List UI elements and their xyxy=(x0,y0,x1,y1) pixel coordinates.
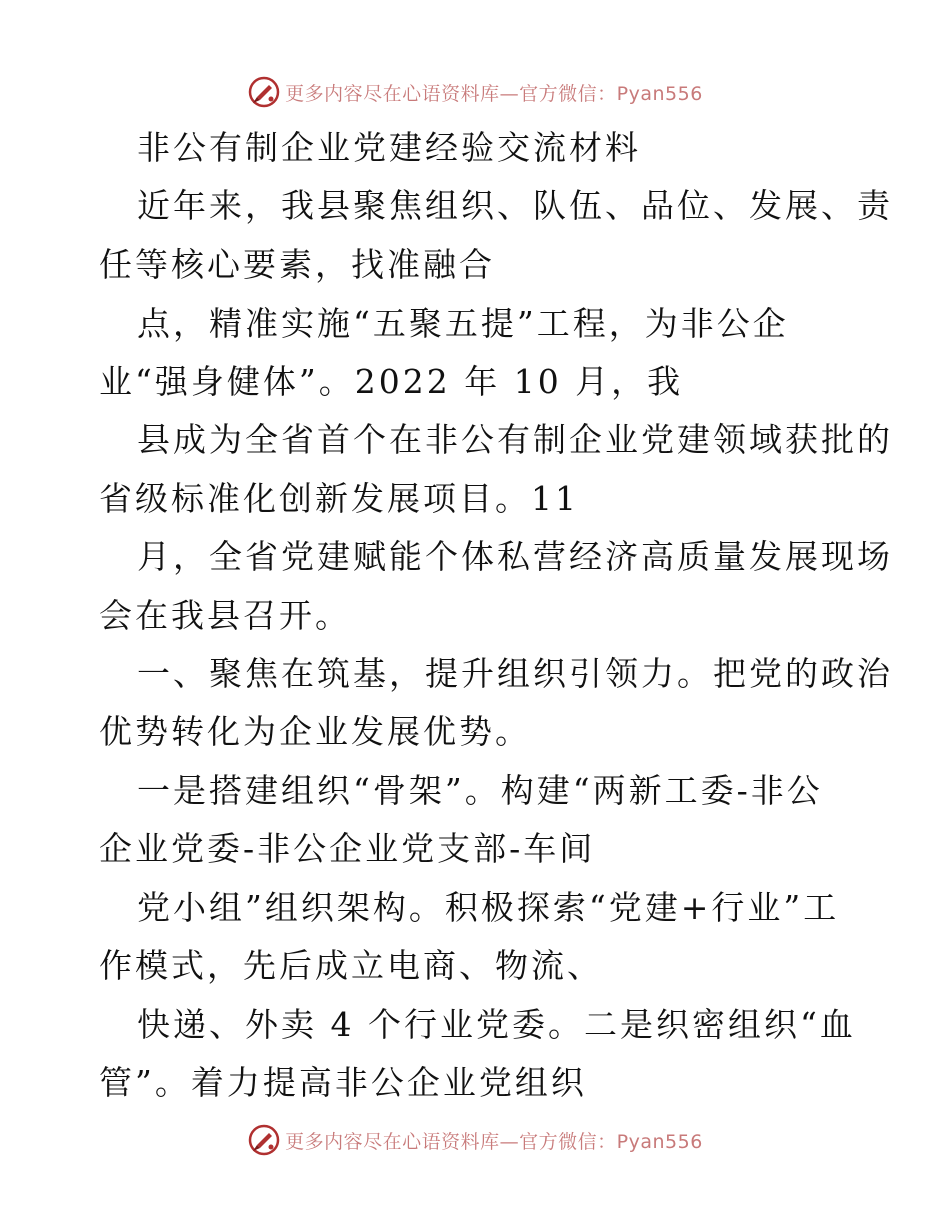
text-line: 优势转化为企业发展优势。 xyxy=(99,712,531,751)
text-line: 县成为全省首个在非公有制企业党建领域获批的 xyxy=(137,420,893,459)
text-line: 业“强身健体”。2022 年 10 月，我 xyxy=(99,362,684,401)
document-title: 非公有制企业党建经验交流材料 xyxy=(137,128,641,167)
text-line: 作模式，先后成立电商、物流、 xyxy=(99,946,603,985)
watermark-account: Pyan556 xyxy=(616,82,703,105)
text-line: 快递、外卖 4 个行业党委。二是织密组织“血 xyxy=(137,1005,856,1044)
text-line: 党小组”组织架构。积极探索“党建+行业”工 xyxy=(137,888,840,927)
text-line: 月，全省党建赋能个体私营经济高质量发展现场 xyxy=(137,537,893,576)
text-line: 省级标准化创新发展项目。11 xyxy=(99,479,579,518)
watermark-logo-icon xyxy=(247,1123,281,1157)
text-line: 点，精准实施“五聚五提”工程，为非公企 xyxy=(137,304,789,343)
text-line: 任等核心要素，找准融合 xyxy=(99,245,495,284)
text-line: 管”。着力提高非公企业党组织 xyxy=(99,1063,587,1102)
watermark-account: Pyan556 xyxy=(616,1130,703,1153)
watermark-label: 更多内容尽在心语资料库—官方微信： xyxy=(285,82,617,105)
text-line: 近年来，我县聚焦组织、队伍、品位、发展、责 xyxy=(137,186,893,225)
watermark-footer xyxy=(0,1120,950,1160)
text-line: 会在我县召开。 xyxy=(99,596,351,635)
text-line: 一是搭建组织“骨架”。构建“两新工委-非公 xyxy=(137,771,823,810)
text-line: 一、聚焦在筑基，提升组织引领力。把党的政治 xyxy=(137,654,893,693)
watermark-label: 更多内容尽在心语资料库—官方微信： xyxy=(285,1130,617,1153)
text-line: 企业党委-非公企业党支部-车间 xyxy=(99,829,596,868)
